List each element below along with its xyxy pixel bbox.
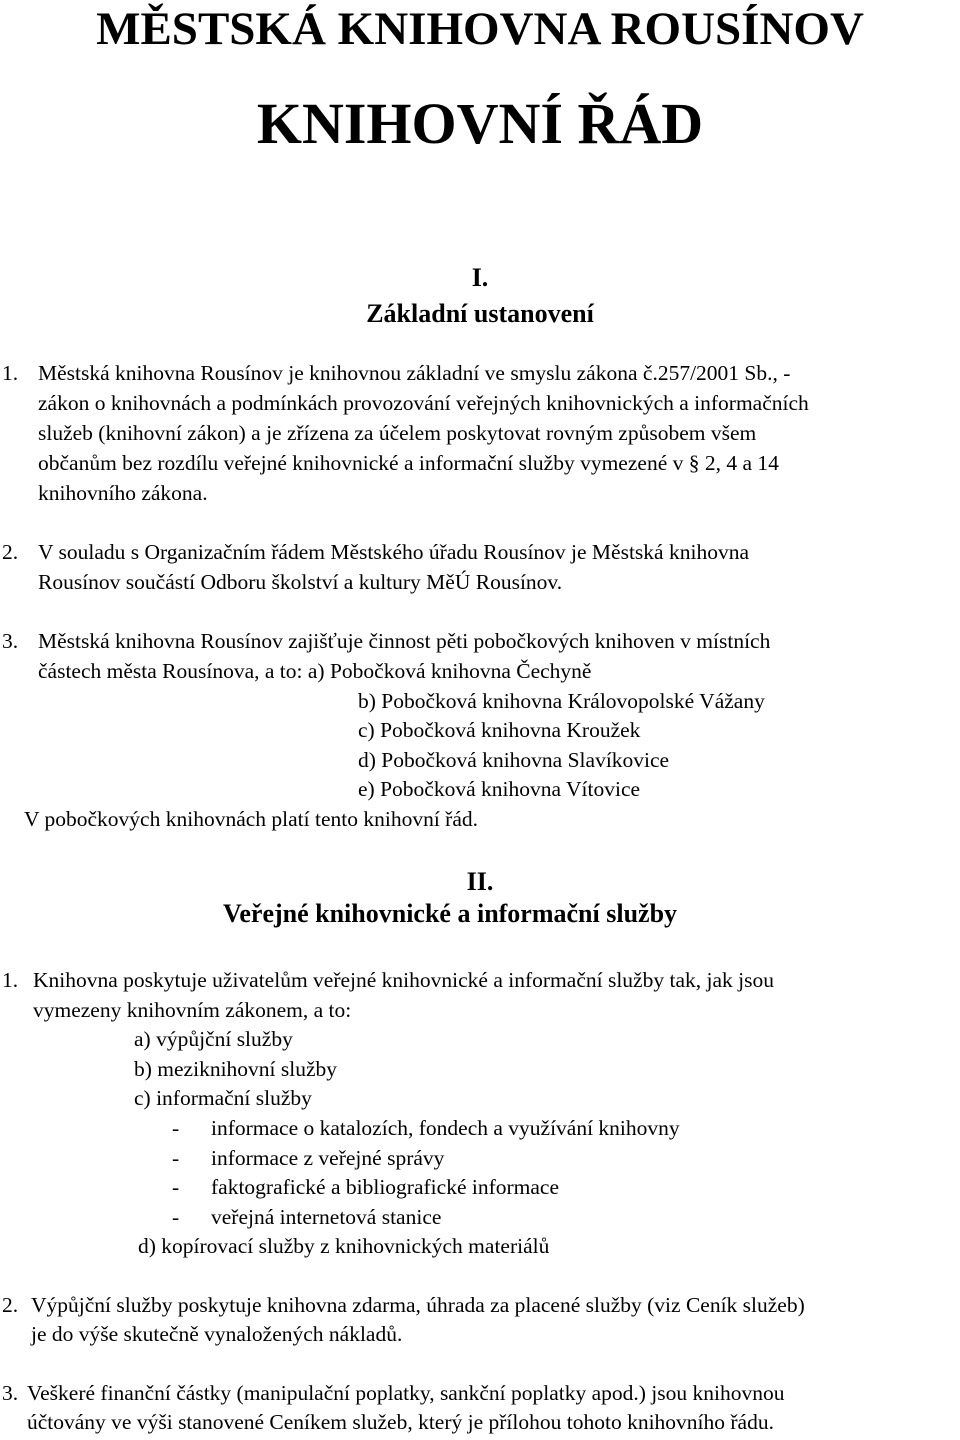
service-item: c) informační služby [134,1086,312,1110]
document-title: KNIHOVNÍ ŘÁD [256,91,704,156]
paragraph-line: V pobočkových knihovnách platí tento knihovní řád. [24,807,479,831]
info-item: informace o katalozích, fondech a využívání knihovny [211,1116,680,1140]
paragraph-number: 1. [2,361,19,385]
service-item: b) meziknihovní služby [134,1057,338,1081]
list-dash: - [172,1116,180,1140]
paragraph-line: Městská knihovna Rousínov je knihovnou základní ve smyslu zákona č.257/2001 Sb., - [38,361,791,385]
paragraph-line: Rousínov součástí Odboru školství a kultury MěÚ Rousínov. [38,570,563,594]
paragraph-line: Veškeré finanční částky (manipulační poplatky, sankční poplatky apod.) jsou knihovnou [27,1381,785,1405]
paragraph-line: knihovního zákona. [38,481,208,505]
paragraph-line: Výpůjční služby poskytuje knihovna zdarma, úhrada za placené služby (viz Ceník služeb) [31,1293,805,1317]
list-dash: - [172,1175,180,1199]
list-dash: - [172,1205,180,1229]
paragraph-line: Knihovna poskytuje uživatelům veřejné knihovnické a informační služby tak, jak jsou [33,968,774,992]
paragraph-number: 2. [2,540,19,564]
section-1-title: Základní ustanovení [366,299,594,328]
branch-item: e) Pobočková knihovna Vítovice [358,777,641,801]
section-2-title: Veřejné knihovnické a informační služby [222,899,678,928]
paragraph-number: 1. [2,968,19,992]
list-dash: - [172,1146,180,1170]
paragraph-line: služeb (knihovní zákon) a je zřízena za účelem poskytovat rovným způsobem všem [38,421,757,445]
paragraph-line: V souladu s Organizačním řádem Městského úřadu Rousínov je Městská knihovna [38,540,749,564]
paragraph-line: Městská knihovna Rousínov zajišťuje činnost pěti pobočkových knihoven v místních [38,629,771,653]
paragraph-line: částech města Rousínova, a to: a) Pobočková knihovna Čechyně [38,659,592,683]
paragraph-line: je do výše skutečně vynaložených nákladů. [31,1322,403,1346]
info-item: informace z veřejné správy [211,1146,445,1170]
branch-item: d) Pobočková knihovna Slavíkovice [358,748,670,772]
info-item: faktografické a bibliografické informace [211,1175,559,1199]
paragraph-number: 2. [2,1293,19,1317]
paragraph-line: občanům bez rozdílu veřejné knihovnické a informační služby vymezené v § 2, 4 a 14 [38,451,779,475]
library-name: MĚSTSKÁ KNIHOVNA ROUSÍNOV [96,3,864,55]
paragraph-number: 3. [2,1381,19,1405]
section-1-number: I. [471,263,489,292]
branch-item: b) Pobočková knihovna Královopolské Vážany [358,689,765,713]
paragraph-line: vymezeny knihovním zákonem, a to: [33,998,352,1022]
section-2-number: II. [466,867,494,896]
service-item: a) výpůjční služby [134,1027,293,1051]
paragraph-line: účtovány ve výši stanovené Ceníkem služeb, který je přílohou tohoto knihovního řádu. [27,1410,774,1434]
info-item: veřejná internetová stanice [211,1205,442,1229]
service-item: d) kopírovací služby z knihovnických materiálů [138,1234,550,1258]
branch-item: c) Pobočková knihovna Kroužek [358,718,641,742]
paragraph-line: zákon o knihovnách a podmínkách provozování veřejných knihovnických a informačních [38,391,809,415]
paragraph-number: 3. [2,629,19,653]
